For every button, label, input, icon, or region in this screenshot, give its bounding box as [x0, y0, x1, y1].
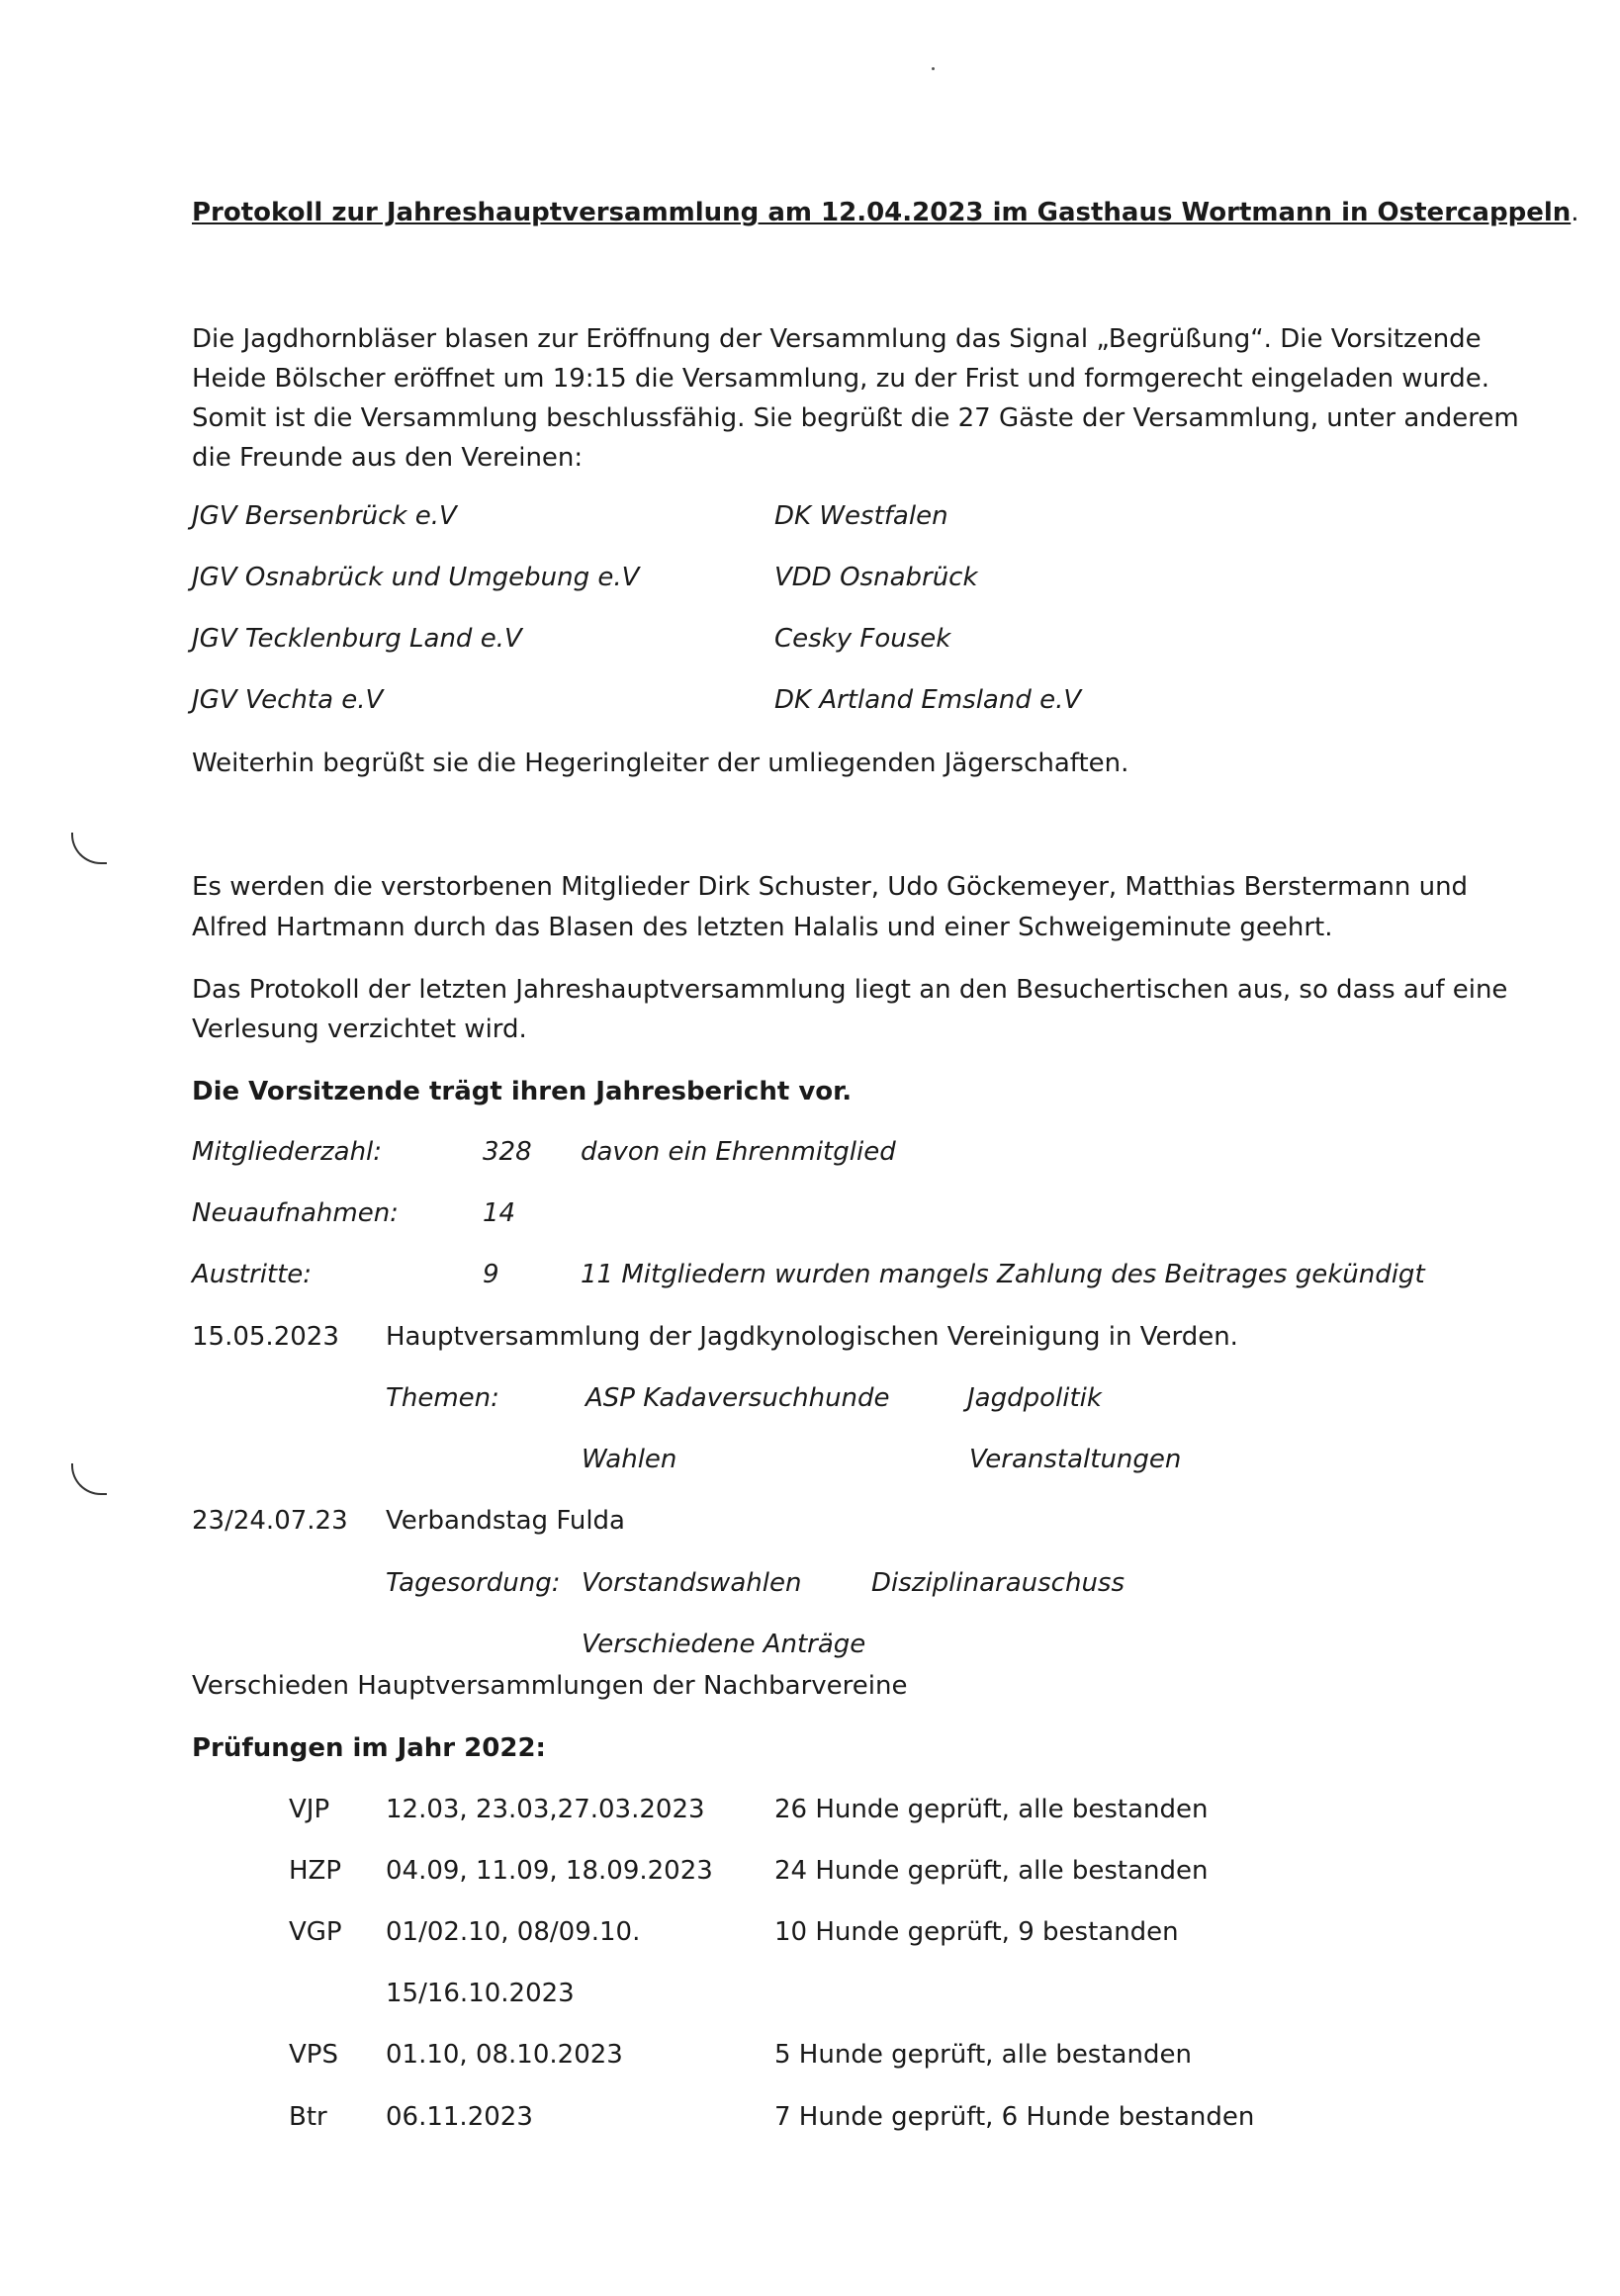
title-period: .	[1571, 198, 1579, 227]
event-topic: Disziplinarauschuss	[871, 1568, 1125, 1598]
intro-line-1: Die Jagdhornbläser blasen zur Eröffnung der Versammlung das Signal „Begrüßung“. Die Vorsitzende	[192, 324, 1482, 354]
exam-result: 26 Hunde geprüft, alle bestanden	[774, 1795, 1209, 1824]
misc-meetings: Verschieden Hauptversammlungen der Nachbarvereine	[192, 1671, 908, 1701]
protocol-note-line-1: Das Protokoll der letzten Jahreshauptversammlung liegt an den Besuchertischen aus, so dass auf eine	[192, 975, 1508, 1005]
exam-type: VJP	[289, 1795, 330, 1824]
stat-value: 9	[483, 1260, 499, 1289]
club-right-3: Cesky Fousek	[774, 624, 951, 654]
event-topic: Veranstaltungen	[969, 1445, 1182, 1474]
margin-mark	[71, 1463, 107, 1495]
exam-dates: 12.03, 23.03,27.03.2023	[386, 1795, 705, 1824]
club-right-4: DK Artland Emsland e.V	[774, 685, 1082, 715]
stat-label: Neuaufnahmen:	[192, 1198, 399, 1228]
exam-dates: 15/16.10.2023	[386, 1979, 575, 2008]
exam-type: Btr	[289, 2102, 327, 2132]
stat-label: Mitgliederzahl:	[192, 1137, 383, 1167]
event-topic: Vorstandswahlen	[582, 1568, 802, 1598]
memorial-line-1: Es werden die verstorbenen Mitglieder Dirk Schuster, Udo Göckemeyer, Matthias Berstermann und	[192, 872, 1469, 902]
exam-result: 10 Hunde geprüft, 9 bestanden	[774, 1917, 1179, 1947]
exam-type: HZP	[289, 1856, 342, 1886]
stat-note: davon ein Ehrenmitglied	[581, 1137, 896, 1167]
document-title: Protokoll zur Jahreshauptversammlung am 12.04.2023 im Gasthaus Wortmann in Ostercappeln	[192, 198, 1572, 227]
intro-line-3: Somit ist die Versammlung beschlussfähig. Sie begrüßt die 27 Gäste der Versammlung, unter anderem	[192, 403, 1519, 433]
event-topic: Verschiedene Anträge	[582, 1630, 866, 1659]
club-left-2: JGV Osnabrück und Umgebung e.V	[192, 563, 640, 592]
club-right-1: DK Westfalen	[774, 501, 948, 531]
stat-value: 328	[483, 1137, 532, 1167]
greeting-text: Weiterhin begrüßt sie die Hegeringleiter der umliegenden Jägerschaften.	[192, 749, 1129, 778]
exam-result: 5 Hunde geprüft, alle bestanden	[774, 2040, 1192, 2070]
exam-dates: 01.10, 08.10.2023	[386, 2040, 623, 2070]
club-left-1: JGV Bersenbrück e.V	[192, 501, 457, 531]
margin-mark	[71, 833, 107, 864]
protocol-note-line-2: Verlesung verzichtet wird.	[192, 1015, 527, 1044]
club-left-3: JGV Tecklenburg Land e.V	[192, 624, 522, 654]
exam-result: 7 Hunde geprüft, 6 Hunde bestanden	[774, 2102, 1255, 2132]
event-text: Hauptversammlung der Jagdkynologischen Vereinigung in Verden.	[386, 1322, 1238, 1352]
event-topics-label: Themen:	[386, 1383, 499, 1413]
exam-dates: 06.11.2023	[386, 2102, 533, 2132]
stat-value: 14	[483, 1198, 516, 1228]
report-heading: Die Vorsitzende trägt ihren Jahresbericht vor.	[192, 1077, 853, 1106]
exam-result: 24 Hunde geprüft, alle bestanden	[774, 1856, 1209, 1886]
memorial-line-2: Alfred Hartmann durch das Blasen des letzten Halalis und einer Schweigeminute geehrt.	[192, 913, 1333, 942]
stat-note: 11 Mitgliedern wurden mangels Zahlung des Beitrages gekündigt	[581, 1260, 1425, 1289]
event-topic: ASP Kadaversuchhunde	[585, 1383, 890, 1413]
event-text: Verbandstag Fulda	[386, 1506, 625, 1536]
exam-type: VPS	[289, 2040, 338, 2070]
stat-label: Austritte:	[192, 1260, 313, 1289]
event-agenda-label: Tagesordung:	[386, 1568, 561, 1598]
event-topic: Wahlen	[582, 1445, 677, 1474]
club-left-4: JGV Vechta e.V	[192, 685, 384, 715]
document-title-line	[192, 193, 1579, 232]
exam-dates: 04.09, 11.09, 18.09.2023	[386, 1856, 713, 1886]
intro-line-2: Heide Bölscher eröffnet um 19:15 die Versammlung, zu der Frist und formgerecht eingeladen wurde.	[192, 364, 1490, 394]
scan-speck	[932, 67, 935, 70]
exam-dates: 01/02.10, 08/09.10.	[386, 1917, 641, 1947]
event-date: 15.05.2023	[192, 1322, 339, 1352]
intro-line-4: die Freunde aus den Vereinen:	[192, 443, 584, 473]
club-right-2: VDD Osnabrück	[774, 563, 978, 592]
event-date: 23/24.07.23	[192, 1506, 348, 1536]
event-topic: Jagdpolitik	[967, 1383, 1102, 1413]
exams-heading: Prüfungen im Jahr 2022:	[192, 1733, 546, 1763]
exam-type: VGP	[289, 1917, 342, 1947]
